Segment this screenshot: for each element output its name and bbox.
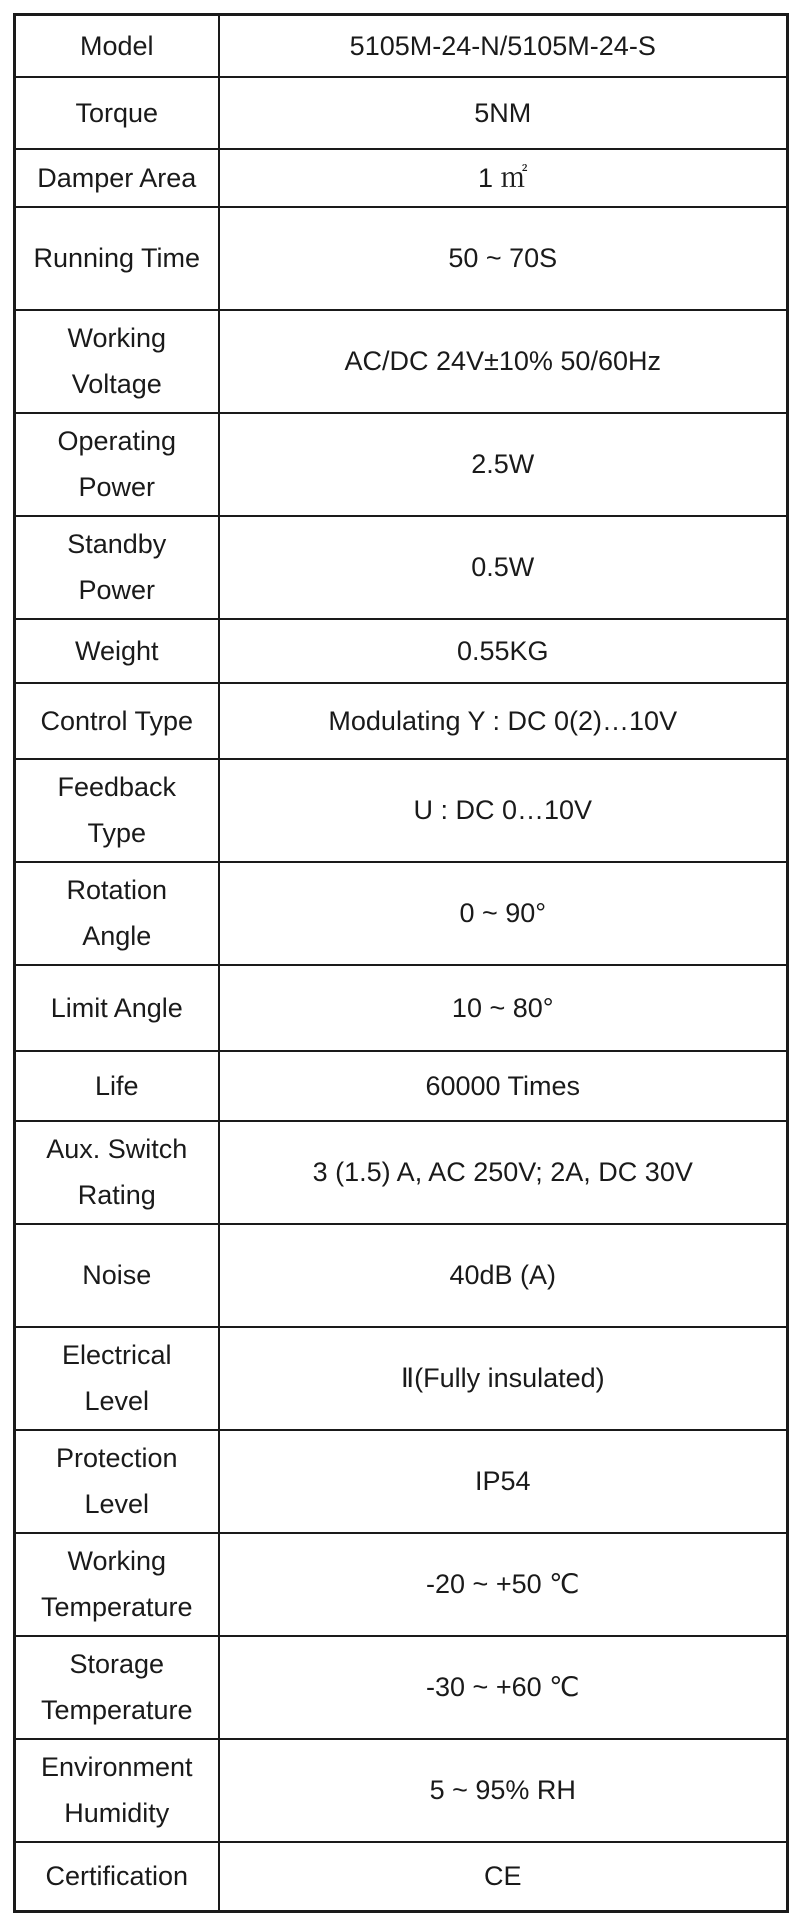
spec-value: 50 ~ 70S xyxy=(219,207,788,310)
spec-value: -30 ~ +60 ℃ xyxy=(219,1636,788,1739)
spec-row-certification xyxy=(15,1842,788,1912)
spec-value: 0 ~ 90° xyxy=(219,862,788,965)
spec-row-noise xyxy=(15,1224,788,1327)
spec-value: 1 ㎡ xyxy=(219,149,788,207)
spec-row-control-type xyxy=(15,683,788,759)
spec-row-rotation-angle xyxy=(15,862,788,965)
spec-row-standby-power xyxy=(15,516,788,619)
spec-value: U : DC 0…10V xyxy=(219,759,788,862)
spec-label: Working Voltage xyxy=(15,310,219,413)
spec-label: Working Temperature xyxy=(15,1533,219,1636)
spec-label: Aux. Switch Rating xyxy=(15,1121,219,1224)
spec-row-aux-switch-rating xyxy=(15,1121,788,1224)
spec-row-working-voltage xyxy=(15,310,788,413)
spec-row-operating-power xyxy=(15,413,788,516)
spec-value: 3 (1.5) A, AC 250V; 2A, DC 30V xyxy=(219,1121,788,1224)
spec-label: Feedback Type xyxy=(15,759,219,862)
spec-row-feedback-type xyxy=(15,759,788,862)
spec-row-working-temperature xyxy=(15,1533,788,1636)
spec-label: Control Type xyxy=(15,683,219,759)
spec-value: 0.55KG xyxy=(219,619,788,683)
spec-value: 5NM xyxy=(219,77,788,149)
spec-value: AC/DC 24V±10% 50/60Hz xyxy=(219,310,788,413)
spec-label: Standby Power xyxy=(15,516,219,619)
spec-value: IP54 xyxy=(219,1430,788,1533)
spec-row-storage-temperature xyxy=(15,1636,788,1739)
spec-label: Operating Power xyxy=(15,413,219,516)
spec-value: Modulating Y : DC 0(2)…10V xyxy=(219,683,788,759)
spec-label: Weight xyxy=(15,619,219,683)
spec-value: 40dB (A) xyxy=(219,1224,788,1327)
spec-label: Environment Humidity xyxy=(15,1739,219,1842)
spec-label: Noise xyxy=(15,1224,219,1327)
spec-value: 0.5W xyxy=(219,516,788,619)
spec-row-protection-level xyxy=(15,1430,788,1533)
spec-row-life xyxy=(15,1051,788,1121)
spec-label: Life xyxy=(15,1051,219,1121)
spec-row-running-time xyxy=(15,207,788,310)
spec-value: CE xyxy=(219,1842,788,1912)
spec-value: 60000 Times xyxy=(219,1051,788,1121)
spec-label: Storage Temperature xyxy=(15,1636,219,1739)
spec-row-torque xyxy=(15,77,788,149)
spec-label: Protection Level xyxy=(15,1430,219,1533)
spec-value: 5 ~ 95% RH xyxy=(219,1739,788,1842)
spec-table xyxy=(13,13,789,1913)
spec-value: Ⅱ(Fully insulated) xyxy=(219,1327,788,1430)
spec-label: Torque xyxy=(15,77,219,149)
spec-label: Limit Angle xyxy=(15,965,219,1051)
spec-label: Electrical Level xyxy=(15,1327,219,1430)
spec-row-environment-humidity xyxy=(15,1739,788,1842)
spec-row-limit-angle xyxy=(15,965,788,1051)
spec-label: Model xyxy=(15,15,219,77)
spec-value: 10 ~ 80° xyxy=(219,965,788,1051)
spec-label: Damper Area xyxy=(15,149,219,207)
spec-label: Running Time xyxy=(15,207,219,310)
spec-value: -20 ~ +50 ℃ xyxy=(219,1533,788,1636)
spec-value: 5105M-24-N/5105M-24-S xyxy=(219,15,788,77)
spec-row-damper-area xyxy=(15,149,788,207)
spec-label: Certification xyxy=(15,1842,219,1912)
spec-row-electrical-level xyxy=(15,1327,788,1430)
spec-row-weight xyxy=(15,619,788,683)
spec-row-model xyxy=(15,15,788,77)
spec-label: Rotation Angle xyxy=(15,862,219,965)
spec-value: 2.5W xyxy=(219,413,788,516)
